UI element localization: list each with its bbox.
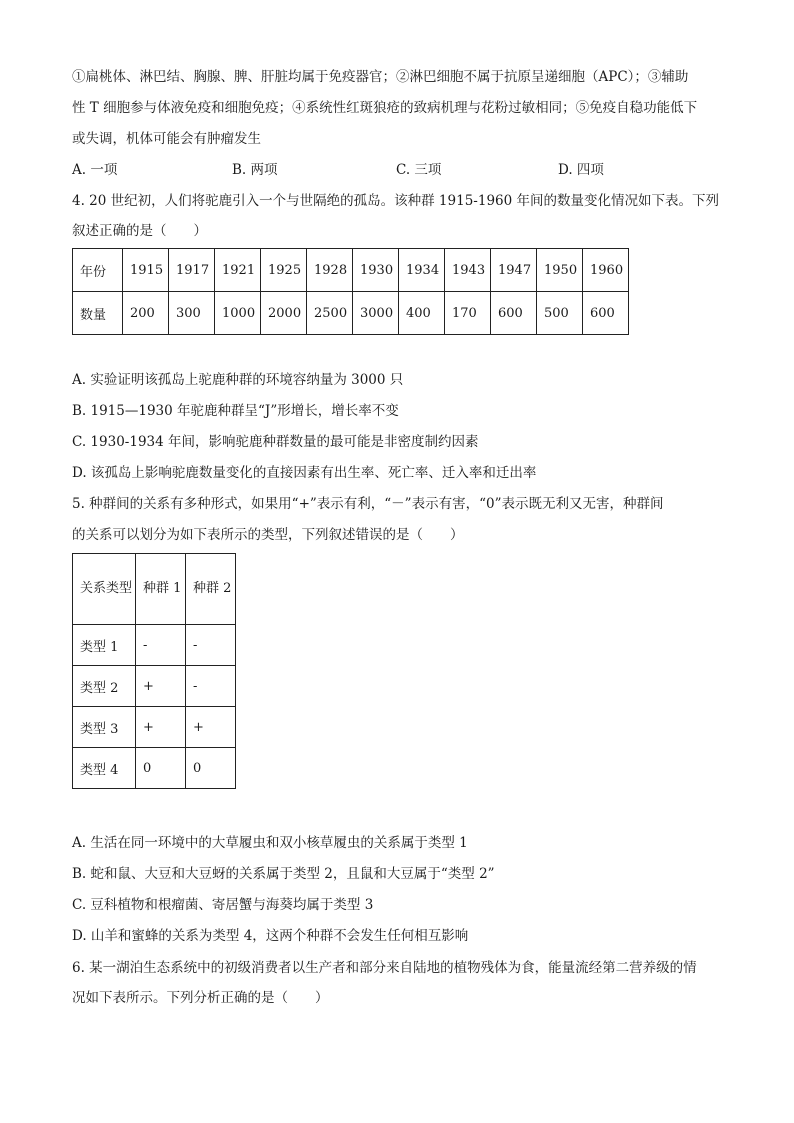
q3-statement-line-1: ①扁桃体、淋巴结、胸腺、脾、肝脏均属于免疫器官；②淋巴细胞不属于抗原呈递细胞（APC）；③辅助 [72, 69, 689, 85]
q5-type-cell: 类型 3 [73, 707, 136, 748]
q5-value-cell: - [186, 625, 236, 666]
q5-header-population-2: 种群 2 [186, 554, 236, 625]
q4-year-cell: 1960 [583, 249, 629, 292]
q4-count-cell: 3000 [353, 292, 399, 335]
table-row [73, 748, 236, 789]
q5-type-cell: 类型 2 [73, 666, 136, 707]
q4-year-header: 年份 [73, 249, 123, 292]
q4-option-c: C. 1930-1934 年间，影响驼鹿种群数量的最可能是非密度制约因素 [72, 434, 479, 450]
table-row [73, 554, 236, 625]
q4-option-d: D. 该孤岛上影响驼鹿数量变化的直接因素有出生率、死亡率、迁入率和迁出率 [72, 465, 537, 481]
q4-year-cell: 1947 [491, 249, 537, 292]
q3-option-d: D. 四项 [558, 162, 604, 178]
q4-year-cell: 1930 [353, 249, 399, 292]
table-row [73, 292, 629, 335]
q4-year-cell: 1943 [445, 249, 491, 292]
q4-option-b: B. 1915—1930 年驼鹿种群呈“J”形增长，增长率不变 [72, 403, 399, 419]
q4-population-table [72, 248, 629, 335]
q4-year-cell: 1917 [169, 249, 215, 292]
table-row [73, 249, 629, 292]
table-row [73, 707, 236, 748]
q5-type-cell: 类型 4 [73, 748, 136, 789]
q4-count-cell: 500 [537, 292, 583, 335]
q5-value-cell: 0 [136, 748, 186, 789]
q6-stem-line-1: 6. 某一湖泊生态系统中的初级消费者以生产者和部分来自陆地的植物残体为食，能量流经第二营养级的情 [72, 960, 697, 976]
q4-count-cell: 200 [123, 292, 169, 335]
q5-value-cell: - [136, 625, 186, 666]
q6-stem-line-2: 况如下表所示。下列分析正确的是（ ） [72, 990, 329, 1006]
q5-stem-line-1: 5. 种群间的关系有多种形式，如果用“+”表示有利，“－”表示有害，“0”表示既无利又无害，种群间 [72, 496, 664, 512]
q4-count-cell: 1000 [215, 292, 261, 335]
q3-option-c: C. 三项 [396, 162, 442, 178]
q5-option-b: B. 蛇和鼠、大豆和大豆蚜的关系属于类型 2，且鼠和大豆属于“类型 2” [72, 866, 495, 882]
q4-count-cell: 300 [169, 292, 215, 335]
q4-stem-line-2: 叙述正确的是（ ） [72, 223, 207, 239]
q5-header-relation-type: 关系类型 [73, 554, 136, 625]
q4-year-cell: 1915 [123, 249, 169, 292]
q4-year-cell: 1934 [399, 249, 445, 292]
table-row [73, 625, 236, 666]
q5-value-cell: + [136, 666, 186, 707]
q4-count-cell: 600 [583, 292, 629, 335]
q5-value-cell: 0 [186, 748, 236, 789]
q3-option-b: B. 两项 [232, 162, 278, 178]
q3-options [72, 161, 732, 179]
q5-option-d: D. 山羊和蜜蜂的关系为类型 4，这两个种群不会发生任何相互影响 [72, 928, 469, 944]
q5-option-a: A. 生活在同一环境中的大草履虫和双小核草履虫的关系属于类型 1 [72, 835, 468, 851]
q5-relation-table [72, 553, 236, 789]
q4-year-cell: 1921 [215, 249, 261, 292]
q5-type-cell: 类型 1 [73, 625, 136, 666]
q4-stem-line-1: 4. 20 世纪初，人们将驼鹿引入一个与世隔绝的孤岛。该种群 1915-1960 年间的数量变化情况如下表。下列 [72, 193, 719, 209]
q5-header-population-1: 种群 1 [136, 554, 186, 625]
q4-year-cell: 1950 [537, 249, 583, 292]
q4-count-cell: 2500 [307, 292, 353, 335]
q5-value-cell: + [136, 707, 186, 748]
q4-count-cell: 2000 [261, 292, 307, 335]
q4-year-cell: 1928 [307, 249, 353, 292]
q4-count-cell: 400 [399, 292, 445, 335]
q4-count-cell: 600 [491, 292, 537, 335]
q4-count-header: 数量 [73, 292, 123, 335]
q5-option-c: C. 豆科植物和根瘤菌、寄居蟹与海葵均属于类型 3 [72, 897, 374, 913]
q4-year-cell: 1925 [261, 249, 307, 292]
q3-option-a: A. 一项 [72, 162, 118, 178]
q5-value-cell: - [186, 666, 236, 707]
q5-value-cell: + [186, 707, 236, 748]
q4-option-a: A. 实验证明该孤岛上驼鹿种群的环境容纳量为 3000 只 [72, 372, 404, 388]
q4-count-cell: 170 [445, 292, 491, 335]
q5-stem-line-2: 的关系可以划分为如下表所示的类型，下列叙述错误的是（ ） [72, 527, 464, 543]
q3-statement-line-3: 或失调，机体可能会有肿瘤发生 [72, 131, 261, 147]
q3-statement-line-2: 性 T 细胞参与体液免疫和细胞免疫；④系统性红斑狼疮的致病机理与花粉过敏相同；⑤免疫自稳功能低下 [72, 100, 698, 116]
table-row [73, 666, 236, 707]
